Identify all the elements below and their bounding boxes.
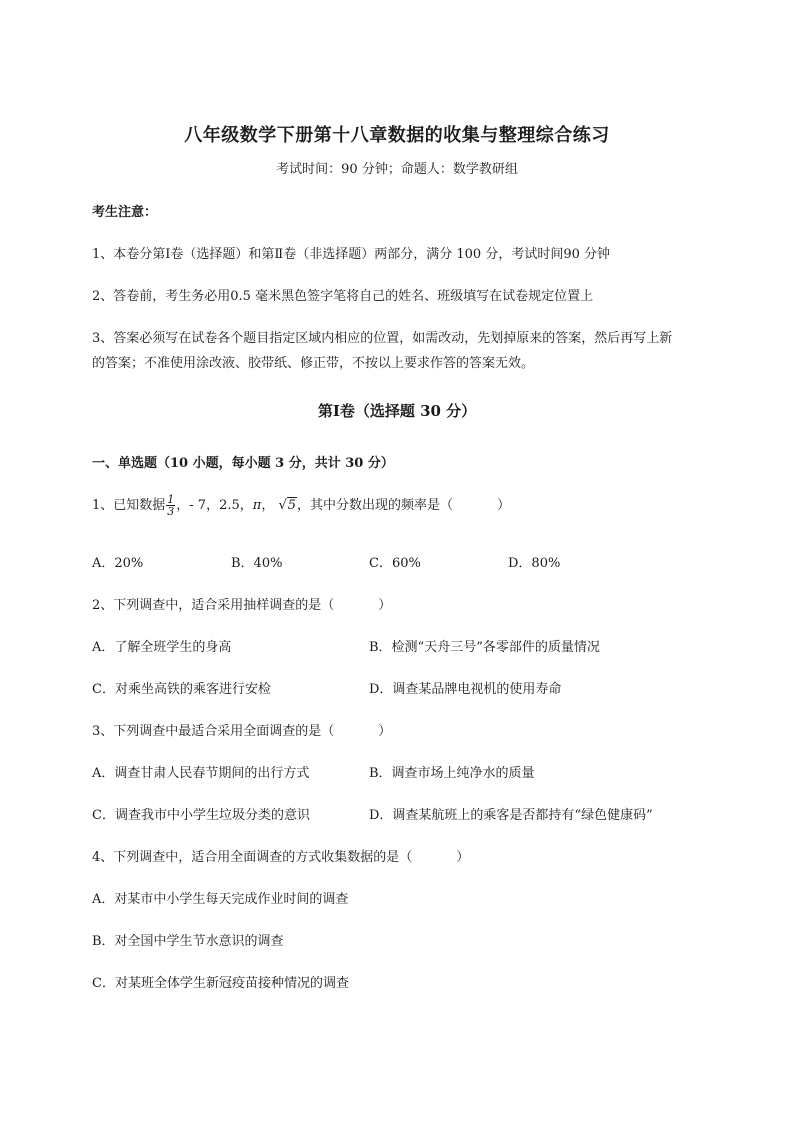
page-title: 八年级数学下册第十八章数据的收集与整理综合练习 bbox=[184, 125, 610, 146]
q4-option-b[interactable]: B．对全国中学生节水意识的调查 bbox=[92, 934, 284, 949]
question-1-stem bbox=[92, 494, 510, 517]
question-3-stem bbox=[92, 720, 391, 739]
q3-close: ） bbox=[378, 724, 392, 739]
q3-option-a[interactable]: A．调查甘肃人民春节期间的出行方式 bbox=[92, 766, 310, 781]
q3-option-d[interactable]: D．调查某航班上的乘客是否都持有“绿色健康码” bbox=[369, 808, 653, 823]
q1-option-d[interactable]: D．80% bbox=[508, 556, 561, 571]
question-4-stem bbox=[92, 846, 469, 865]
q2-option-d[interactable]: D．调查某品牌电视机的使用寿命 bbox=[369, 682, 562, 697]
q3-option-c[interactable]: C．调查我市中小学生垃圾分类的意识 bbox=[92, 808, 310, 823]
q2-option-c[interactable]: C．对乘坐高铁的乘客进行安检 bbox=[92, 682, 271, 697]
q2-close: ） bbox=[378, 598, 392, 613]
q2-option-a[interactable]: A．了解全班学生的身高 bbox=[92, 640, 232, 655]
section-title: 第Ⅰ卷（选择题 30 分） bbox=[317, 402, 477, 420]
q1-sep: ， bbox=[261, 498, 275, 513]
q4-close: ） bbox=[456, 850, 470, 865]
part-heading: 一、单选题（10 小题，每小题 3 分，共计 30 分） bbox=[92, 456, 394, 471]
q3-stem-text: 3、下列调查中最适合采用全面调查的是（ bbox=[92, 724, 335, 739]
q4-option-c[interactable]: C．对某班全体学生新冠疫苗接种情况的调查 bbox=[92, 976, 349, 991]
fraction-denominator: 3 bbox=[167, 505, 175, 518]
page-subtitle: 考试时间：90 分钟；命题人：数学教研组 bbox=[276, 162, 518, 177]
notice-heading: 考生注意： bbox=[92, 205, 158, 220]
q1-close: ） bbox=[497, 498, 511, 513]
q3-option-b[interactable]: B．调查市场上纯净水的质量 bbox=[369, 766, 535, 781]
q1-option-c[interactable]: C．60% bbox=[369, 556, 421, 571]
notice-item-3: 3、答案必须写在试卷各个题目指定区域内相应的位置，如需改动，先划掉原来的答案，然后再写上新 bbox=[92, 331, 673, 346]
notice-item-3-cont: 的答案；不准使用涂改液、胶带纸、修正带，不按以上要求作答的答案无效。 bbox=[92, 356, 535, 371]
q1-option-a[interactable]: A．20% bbox=[92, 556, 144, 571]
question-2-stem bbox=[92, 594, 391, 613]
q4-stem-text: 4、下列调查中，适合用全面调查的方式收集数据的是（ bbox=[92, 850, 413, 865]
q1-mid: ，- 7，2.5， bbox=[176, 498, 253, 513]
notice-item-1: 1、本卷分第Ⅰ卷（选择题）和第Ⅱ卷（非选择题）两部分，满分 100 分，考试时间90 分钟 bbox=[92, 247, 610, 262]
q1-option-b[interactable]: B．40% bbox=[231, 556, 283, 571]
q1-suffix: ，其中分数出现的频率是（ bbox=[297, 498, 454, 513]
fraction-numerator: 1 bbox=[167, 493, 175, 506]
sqrt-radicand: 5 bbox=[287, 498, 297, 513]
fraction-one-third bbox=[166, 494, 175, 517]
q4-option-a[interactable]: A．对某市中小学生每天完成作业时间的调查 bbox=[92, 892, 349, 907]
pi-symbol: π bbox=[252, 498, 262, 513]
sqrt-sign: √ bbox=[278, 498, 287, 513]
sqrt-five bbox=[278, 495, 297, 517]
q2-option-b[interactable]: B．检测“天舟三号”各零部件的质量情况 bbox=[369, 640, 600, 655]
q2-stem-text: 2、下列调查中，适合采用抽样调查的是（ bbox=[92, 598, 335, 613]
notice-item-2: 2、答卷前，考生务必用0.5 毫米黑色签字笔将自己的姓名、班级填写在试卷规定位置上 bbox=[92, 289, 594, 304]
q1-prefix: 1、已知数据 bbox=[92, 498, 166, 513]
